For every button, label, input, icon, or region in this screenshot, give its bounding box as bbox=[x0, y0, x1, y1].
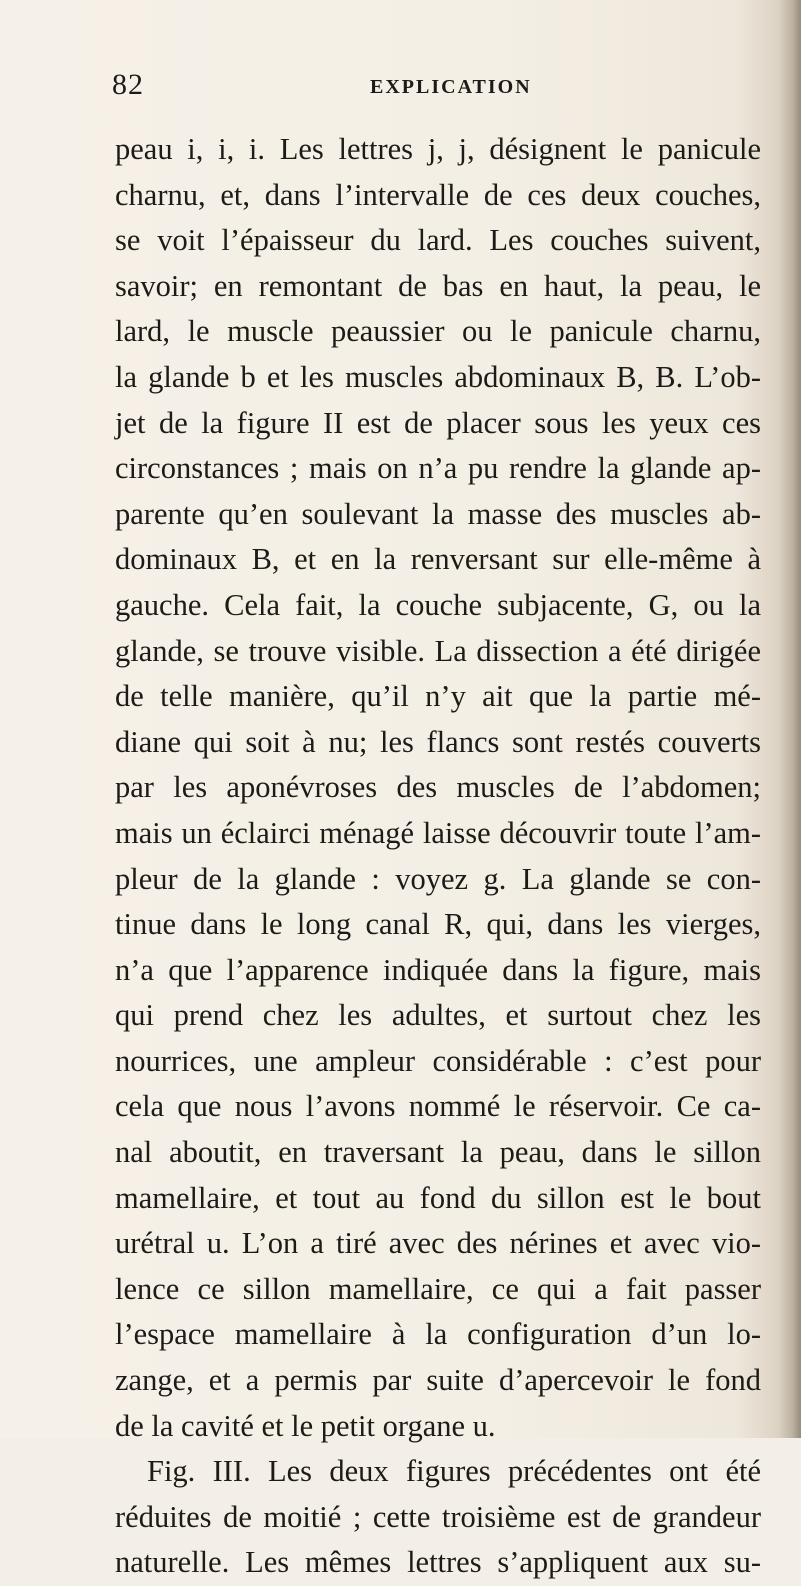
text-line: cela que nous l’avons nommé le réservoir. Ce ca- bbox=[115, 1089, 761, 1124]
text-line: par les aponévroses des muscles de l’abdomen; bbox=[115, 770, 761, 805]
page-edge-shadow bbox=[779, 0, 801, 1438]
text-line: pleur de la glande : voyez g. La glande se con- bbox=[115, 861, 761, 896]
text-line: se voit l’épaisseur du lard. Les couches suivent, bbox=[115, 223, 761, 258]
text-line: mais un éclairci ménagé laisse découvrir toute l’am- bbox=[115, 815, 761, 850]
text-line: la glande b et les muscles abdominaux B, B. L’ob- bbox=[115, 359, 761, 394]
text-line: diane qui soit à nu; les flancs sont restés couverts bbox=[115, 724, 761, 759]
text-line: tinue dans le long canal R, qui, dans les vierges, bbox=[115, 907, 761, 942]
text-line: lard, le muscle peaussier ou le panicule charnu, bbox=[115, 314, 761, 349]
text-line: de telle manière, qu’il n’y ait que la partie mé- bbox=[115, 679, 761, 714]
text-line: lence ce sillon mamellaire, ce qui a fait passer bbox=[115, 1271, 761, 1306]
body-text bbox=[115, 127, 761, 1586]
text-line: jet de la figure II est de placer sous les yeux ces bbox=[115, 405, 761, 440]
running-head: EXPLICATION bbox=[370, 76, 532, 98]
text-line: charnu, et, dans l’intervalle de ces deux couches, bbox=[115, 177, 761, 212]
page-header bbox=[0, 68, 801, 108]
text-line: nal aboutit, en traversant la peau, dans le sillon bbox=[115, 1135, 761, 1170]
text-line: Fig. III. Les deux figures précédentes ont été bbox=[147, 1454, 761, 1489]
text-line: savoir; en remontant de bas en haut, la peau, le bbox=[115, 268, 761, 303]
text-line: urétral u. L’on a tiré avec des nérines et avec vio- bbox=[115, 1226, 761, 1261]
text-line: de la cavité et le petit organe u. bbox=[115, 1408, 496, 1443]
text-line: dominaux B, et en la renversant sur elle-même à bbox=[115, 542, 761, 577]
text-line: nourrices, une ampleur considérable : c’est pour bbox=[115, 1043, 761, 1078]
text-line: réduites de moitié ; cette troisième est de grandeur bbox=[115, 1499, 761, 1534]
text-line: mamellaire, et tout au fond du sillon est le bout bbox=[115, 1180, 761, 1215]
text-line: n’a que l’apparence indiquée dans la figure, mais bbox=[115, 952, 761, 987]
text-line: circonstances ; mais on n’a pu rendre la glande ap- bbox=[115, 451, 761, 486]
text-line: peau i, i, i. Les lettres j, j, désignent le panicule bbox=[115, 132, 761, 166]
text-line: l’espace mamellaire à la configuration d’un lo- bbox=[115, 1317, 761, 1352]
page-number: 82 bbox=[112, 68, 144, 101]
text-line: gauche. Cela fait, la couche subjacente, G, ou la bbox=[115, 587, 761, 622]
text-line: glande, se trouve visible. La dissection a été dirigée bbox=[115, 633, 761, 668]
text-line: qui prend chez les adultes, et surtout chez les bbox=[115, 998, 761, 1033]
text-line: zange, et a permis par suite d’apercevoir le fond bbox=[115, 1363, 761, 1398]
text-line: naturelle. Les mêmes lettres s’appliquent aux su- bbox=[115, 1545, 761, 1580]
text-line: parente qu’en soulevant la masse des muscles ab- bbox=[115, 496, 761, 531]
